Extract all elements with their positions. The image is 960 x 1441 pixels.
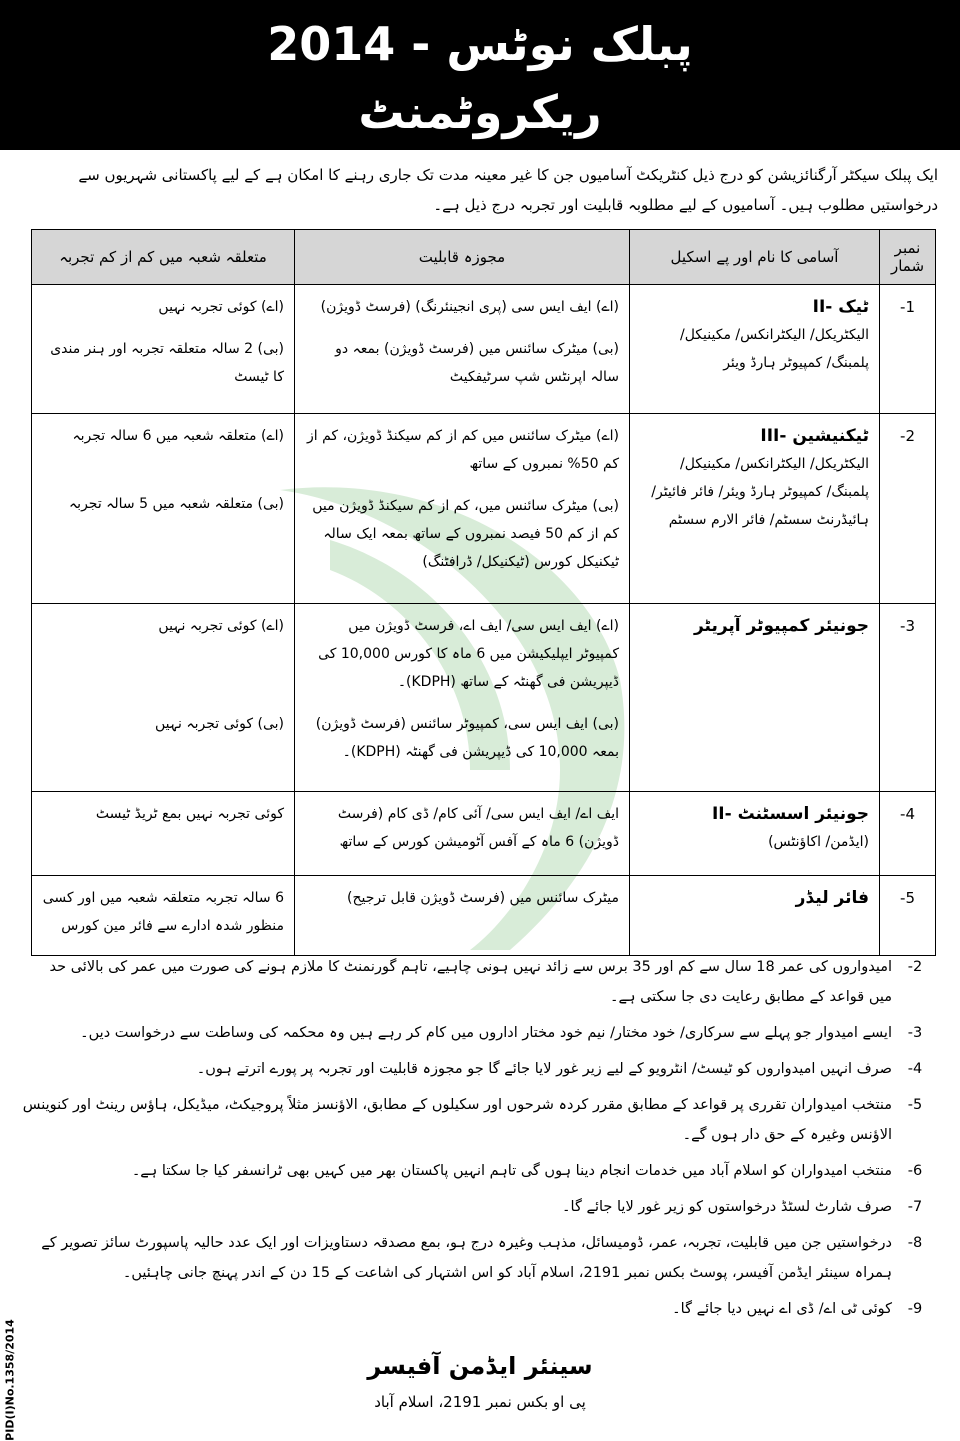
qualification-item: (اے) ایف ایس سی/ ایف اے، فرسٹ ڈویژن میں کمپیوٹر ایپلیکیشن میں 6 ماہ کا کورس 10,000 کی ڈیپریشن فی گھنٹہ کے ساتھ (KDPH)۔ <box>318 618 619 690</box>
terms-list <box>22 952 938 1330</box>
table-row <box>32 876 936 956</box>
row-number: 5- <box>880 876 936 956</box>
table-row <box>32 285 936 414</box>
post-cell <box>630 285 880 414</box>
terms-text: منتخب امیدواران کو اسلام آباد میں خدمات انجام دینا ہوں گی تاہم انہیں پاکستان بھر میں کہیں بھی ٹرانسفر کیا جا سکتا ہے۔ <box>131 1163 892 1179</box>
experience-item: کوئی تجربہ نہیں بمع ٹریڈ ٹیسٹ <box>95 806 284 822</box>
signatory-address: پی او بکس نمبر 2191، اسلام آباد <box>374 1393 586 1411</box>
row-number: 3- <box>880 604 936 792</box>
qualification-cell <box>295 876 630 956</box>
col-header-number: نمبر شمار <box>880 230 936 285</box>
experience-cell <box>32 876 295 956</box>
post-cell <box>630 876 880 956</box>
terms-text: کوئی ٹی اے/ ڈی اے نہیں دیا جائے گا۔ <box>672 1301 892 1317</box>
terms-number: 5- <box>907 1097 923 1113</box>
notice-header <box>0 0 960 150</box>
qualification-item: میٹرک سائنس میں (فرسٹ ڈویژن قابل ترجیح) <box>347 890 619 906</box>
notice-title: پبلک نوٹس - 2014 <box>267 17 693 71</box>
experience-cell <box>32 792 295 876</box>
terms-item <box>22 1054 938 1084</box>
terms-text: درخواستیں جن میں قابلیت، تجربہ، عمر، ڈومیسائل، مذہب وغیرہ درج ہو، بمع مصدقہ دستاویزات اور ایک عدد حالیہ پاسپورٹ سائز تصویر کے ہمراہ سینئر ایڈمن آفیسر، پوسٹ بکس نمبر 2191، اسلام آباد کو اس اشتہار کی اشاعت کے 15 دن کے اندر پہنچ جانی چاہئیں۔ <box>41 1235 892 1281</box>
post-cell <box>630 414 880 604</box>
terms-item <box>22 1018 938 1048</box>
qualification-cell <box>295 792 630 876</box>
terms-number: 7- <box>907 1199 923 1215</box>
post-cell <box>630 604 880 792</box>
col-header-qualification: مجوزہ قابلیت <box>295 230 630 285</box>
experience-item: (بی) متعلقہ شعبہ میں 5 سالہ تجربہ <box>68 496 284 512</box>
row-number: 4- <box>880 792 936 876</box>
terms-text: صرف شارٹ لسٹڈ درخواستوں کو زیر غور لایا جائے گا۔ <box>562 1199 892 1215</box>
terms-item <box>22 1228 938 1288</box>
terms-number: 6- <box>907 1163 923 1179</box>
terms-number: 3- <box>907 1025 923 1041</box>
col-header-experience: متعلقہ شعبہ میں کم از کم تجربہ <box>32 230 295 285</box>
post-title: جونیئر کمپیوٹر آپریٹر <box>693 616 869 636</box>
qualification-cell <box>295 285 630 414</box>
qualification-item: (بی) میٹرک سائنس میں (فرسٹ ڈویژن) بمعہ دو سالہ اپرنٹس شپ سرٹیفکیٹ <box>335 341 619 385</box>
terms-number: 9- <box>907 1301 923 1317</box>
experience-item: (اے) متعلقہ شعبہ میں 6 سالہ تجربہ <box>72 428 284 444</box>
qualification-item: (اے) میٹرک سائنس میں کم از کم سیکنڈ ڈویژن، کم از کم 50% نمبروں کے ساتھ <box>307 428 619 472</box>
experience-item: (اے) کوئی تجربہ نہیں <box>158 299 284 315</box>
post-title: ٹیک -II <box>812 297 869 317</box>
post-description: (ایڈمن/ اکاؤنٹس) <box>768 834 869 850</box>
qualification-item: (بی) میٹرک سائنس میں، کم از کم سیکنڈ ڈویژن میں کم از کم 50 فیصد نمبروں کے ساتھ بمعہ ایک سالہ ٹیکنیکل کورس (ٹیکنیکل/ ڈرافٹنگ) <box>312 498 619 570</box>
terms-number: 8- <box>907 1235 923 1251</box>
post-description: الیکٹریکل/ الیکٹرانکس/ مکینیکل/ پلمبنگ/ کمپیوٹر ہارڈ ویئر <box>679 327 869 371</box>
table-header-row <box>32 230 936 285</box>
post-title: جونیئر اسسٹنٹ -II <box>711 804 869 824</box>
qualification-item: ایف اے/ ایف ایس سی/ آئی کام/ ڈی کام (فرسٹ ڈویژن) 6 ماہ کے آفس آٹومیشن کورس کے ساتھ <box>337 806 619 850</box>
pid-text: PID(I)No.1358/2014 <box>3 1319 17 1441</box>
post-title: ٹیکنیشین -III <box>760 426 869 446</box>
experience-cell <box>32 604 295 792</box>
col-header-post: آسامی کا نام اور پے اسکیل <box>630 230 880 285</box>
terms-item <box>22 1090 938 1150</box>
post-title: فائر لیڈر <box>795 888 869 908</box>
notice-subtitle: ریکروٹمنٹ <box>358 85 602 139</box>
signatory-title: سینئر ایڈمن آفیسر <box>367 1352 593 1380</box>
table-row <box>32 414 936 604</box>
qualification-cell <box>295 604 630 792</box>
terms-item <box>22 952 938 1012</box>
pid-number <box>2 1319 18 1441</box>
experience-item: (بی) کوئی تجربہ نہیں <box>154 716 284 732</box>
vacancies-table <box>31 229 936 956</box>
post-description: الیکٹریکل/ الیکٹرانکس/ مکینیکل/ پلمبنگ/ کمپیوٹر ہارڈ ویئر/ فائر فائیٹر/ ہائیڈرنٹ سسٹم/ فائر الارم سسٹم <box>651 456 869 528</box>
row-number: 2- <box>880 414 936 604</box>
terms-text: صرف انہیں امیدواروں کو ٹیسٹ/ انٹرویو کے لیے زیر غور لایا جائے گا جو مجوزہ قابلیت اور تجربہ پر پورے اترتے ہوں۔ <box>196 1061 892 1077</box>
intro-paragraph: ایک پبلک سیکٹر آرگنائزیشن کو درج ذیل کنٹریکٹ آسامیوں جن کا غیر معینہ مدت تک جاری رہنے کا امکان ہے کے لیے پاکستانی شہریوں سے درخواستیں مطلوب ہیں۔ آسامیوں کے لیے مطلوبہ قابلیت اور تجربہ درج ذیل ہے۔ <box>78 166 938 214</box>
experience-cell <box>32 285 295 414</box>
experience-cell <box>32 414 295 604</box>
experience-item: (اے) کوئی تجربہ نہیں <box>158 618 284 634</box>
experience-item: (بی) 2 سالہ متعلقہ تجربہ اور ہنر مندی کا ٹیسٹ <box>50 341 284 385</box>
post-cell <box>630 792 880 876</box>
terms-item <box>22 1294 938 1324</box>
terms-text: ایسے امیدوار جو پہلے سے سرکاری/ خود مختار/ نیم خود مختار اداروں میں کام کر رہے ہیں وہ محکمہ کی وساطت سے درخواست دیں۔ <box>80 1025 892 1041</box>
terms-number: 4- <box>907 1061 923 1077</box>
terms-item <box>22 1192 938 1222</box>
experience-item: 6 سالہ تجربہ متعلقہ شعبہ میں اور کسی منظور شدہ ادارے سے فائر مین کورس <box>42 890 284 934</box>
row-number: 1- <box>880 285 936 414</box>
terms-item <box>22 1156 938 1186</box>
terms-number: 2- <box>907 959 923 975</box>
qualification-item: (اے) ایف ایس سی (پری انجینئرنگ) (فرسٹ ڈویژن) <box>320 299 619 315</box>
terms-text: امیدواروں کی عمر 18 سال سے کم اور 35 برس سے زائد نہیں ہونی چاہیے، تاہم گورنمنٹ کا ملازم ہونے کی صورت میں عمر کی بالائی حد میں قواعد کے مطابق رعایت دی جا سکتی ہے۔ <box>49 959 892 1005</box>
qualification-cell <box>295 414 630 604</box>
table-row <box>32 792 936 876</box>
qualification-item: (بی) ایف ایس سی، کمپیوٹر سائنس (فرسٹ ڈویژن) بمعہ 10,000 کی ڈیپریشن فی گھنٹہ (KDPH)۔ <box>315 716 619 760</box>
terms-text: منتخب امیدواران تقرری پر قواعد کے مطابق مقرر کردہ شرحوں اور سکیلوں کے مطابق، الاؤنسز مثلاً پروجیکٹ، میڈیکل، ہاؤس رینٹ اور کنوینس الاؤنس وغیرہ کے حق دار ہوں گے۔ <box>22 1097 892 1143</box>
table-row <box>32 604 936 792</box>
